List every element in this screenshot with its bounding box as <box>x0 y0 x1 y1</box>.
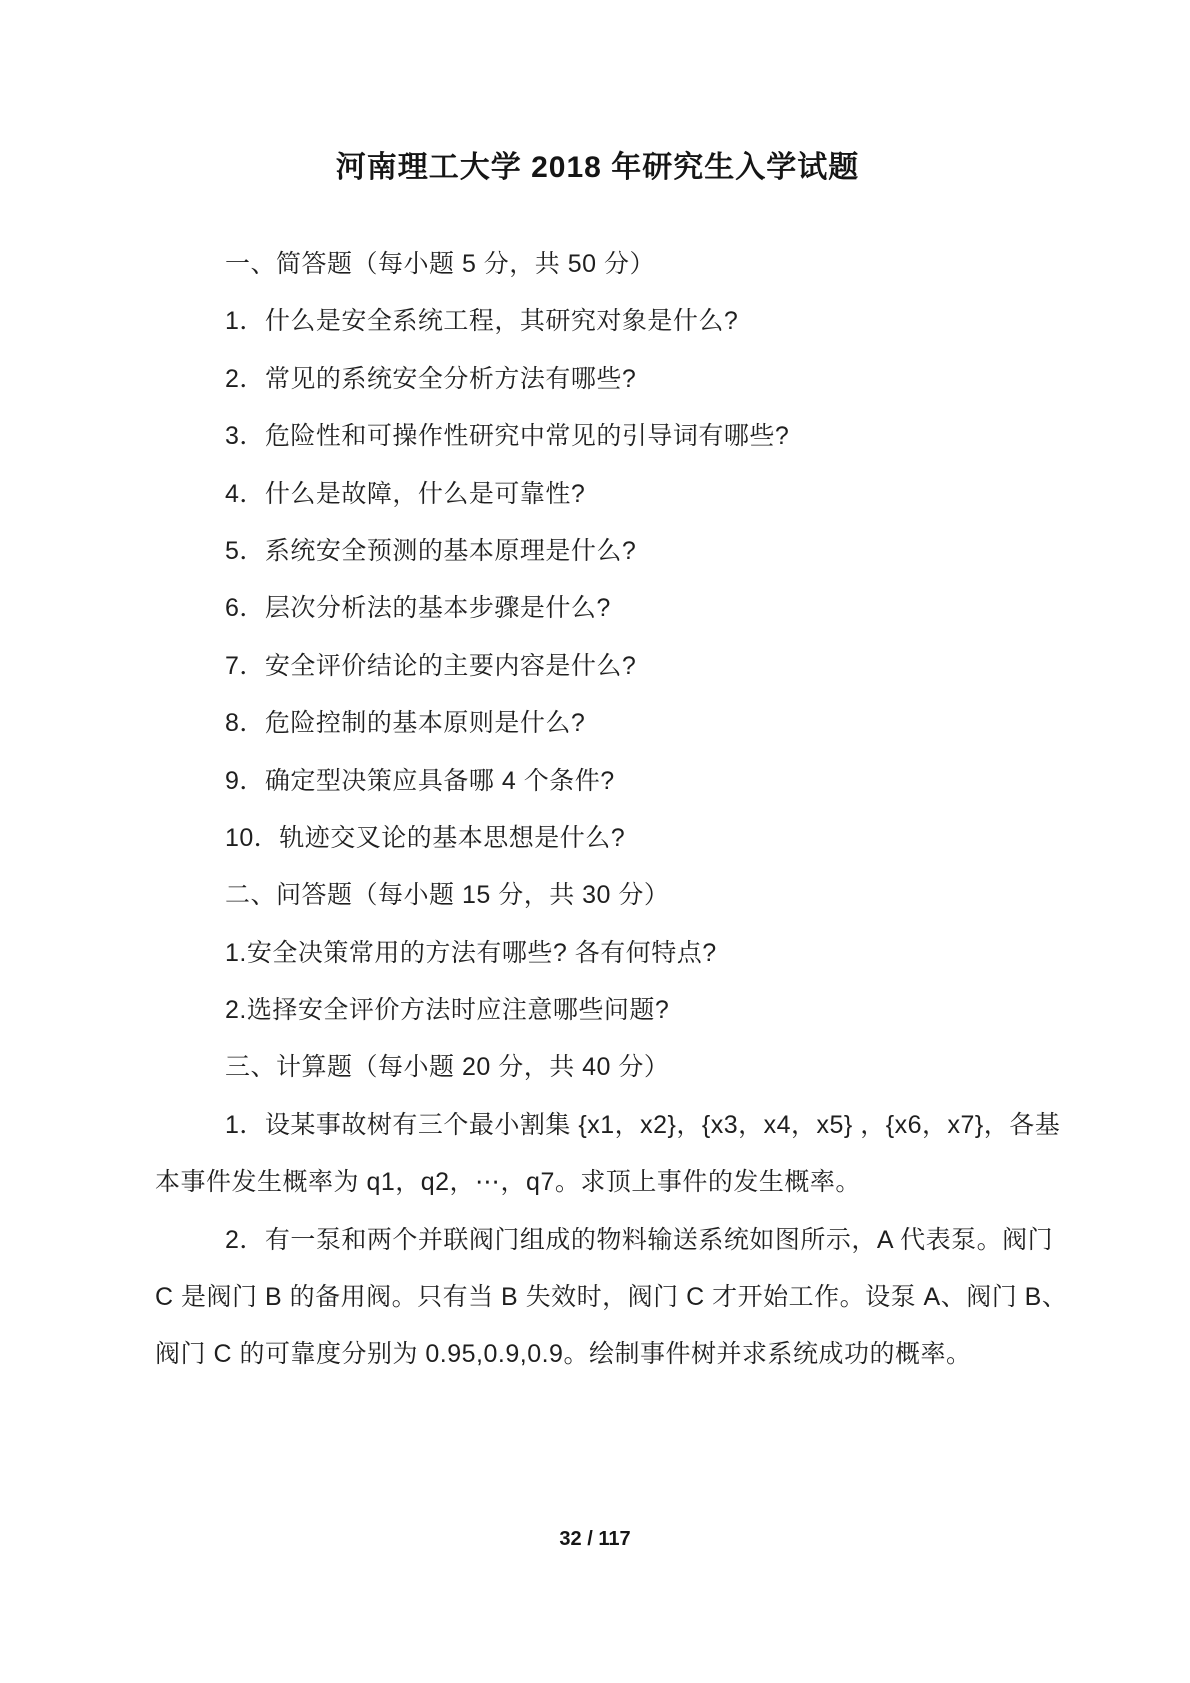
question-1-2: 2．常见的系统安全分析方法有哪些? <box>225 364 637 393</box>
question-3-2-line-2: C 是阀门 B 的备用阀。只有当 B 失效时，阀门 C 才开始工作。设泵 A、阀门 B、 <box>155 1283 1068 1312</box>
question-3-2-line-1: 2．有一泵和两个并联阀门组成的物料输送系统如图所示，A 代表泵。阀门 <box>225 1225 1054 1254</box>
question-1-3: 3．危险性和可操作性研究中常见的引导词有哪些? <box>225 422 790 451</box>
document-content <box>155 0 1068 1384</box>
question-1-7: 7．安全评价结论的主要内容是什么? <box>225 651 637 680</box>
question-1-8: 8．危险控制的基本原则是什么? <box>225 709 586 738</box>
question-1-1: 1．什么是安全系统工程，其研究对象是什么? <box>225 307 739 336</box>
question-1-10: 10．轨迹交叉论的基本思想是什么? <box>225 823 626 852</box>
section-heading-3: 三、计算题（每小题 20 分，共 40 分） <box>225 1053 670 1082</box>
page-number: 32 / 117 <box>559 1528 631 1550</box>
question-1-4: 4．什么是故障，什么是可靠性? <box>225 479 586 508</box>
section-heading-1: 一、简答题（每小题 5 分，共 50 分） <box>225 250 655 278</box>
question-2-2: 2.选择安全评价方法时应注意哪些问题? <box>225 996 670 1025</box>
document-body <box>155 236 1068 1384</box>
question-3-1-line-2: 本事件发生概率为 q1，q2，⋯，q7。求顶上事件的发生概率。 <box>155 1168 861 1197</box>
page-title: 河南理工大学 2018 年研究生入学试题 <box>335 151 860 184</box>
question-1-6: 6．层次分析法的基本步骤是什么? <box>225 594 611 623</box>
question-3-2-line-3: 阀门 C 的可靠度分别为 0.95,0.9,0.9。绘制事件树并求系统成功的概率。 <box>155 1340 972 1369</box>
question-1-5: 5．系统安全预测的基本原理是什么? <box>225 536 637 565</box>
section-heading-2: 二、问答题（每小题 15 分，共 30 分） <box>225 881 670 910</box>
question-3-1-line-1: 1．设某事故树有三个最小割集 {x1，x2}，{x3，x4，x5} ，{x6，x7}，各基 <box>225 1110 1061 1139</box>
question-1-9: 9．确定型决策应具备哪 4 个条件? <box>225 766 615 795</box>
question-2-1: 1.安全决策常用的方法有哪些? 各有何特点? <box>225 938 717 967</box>
